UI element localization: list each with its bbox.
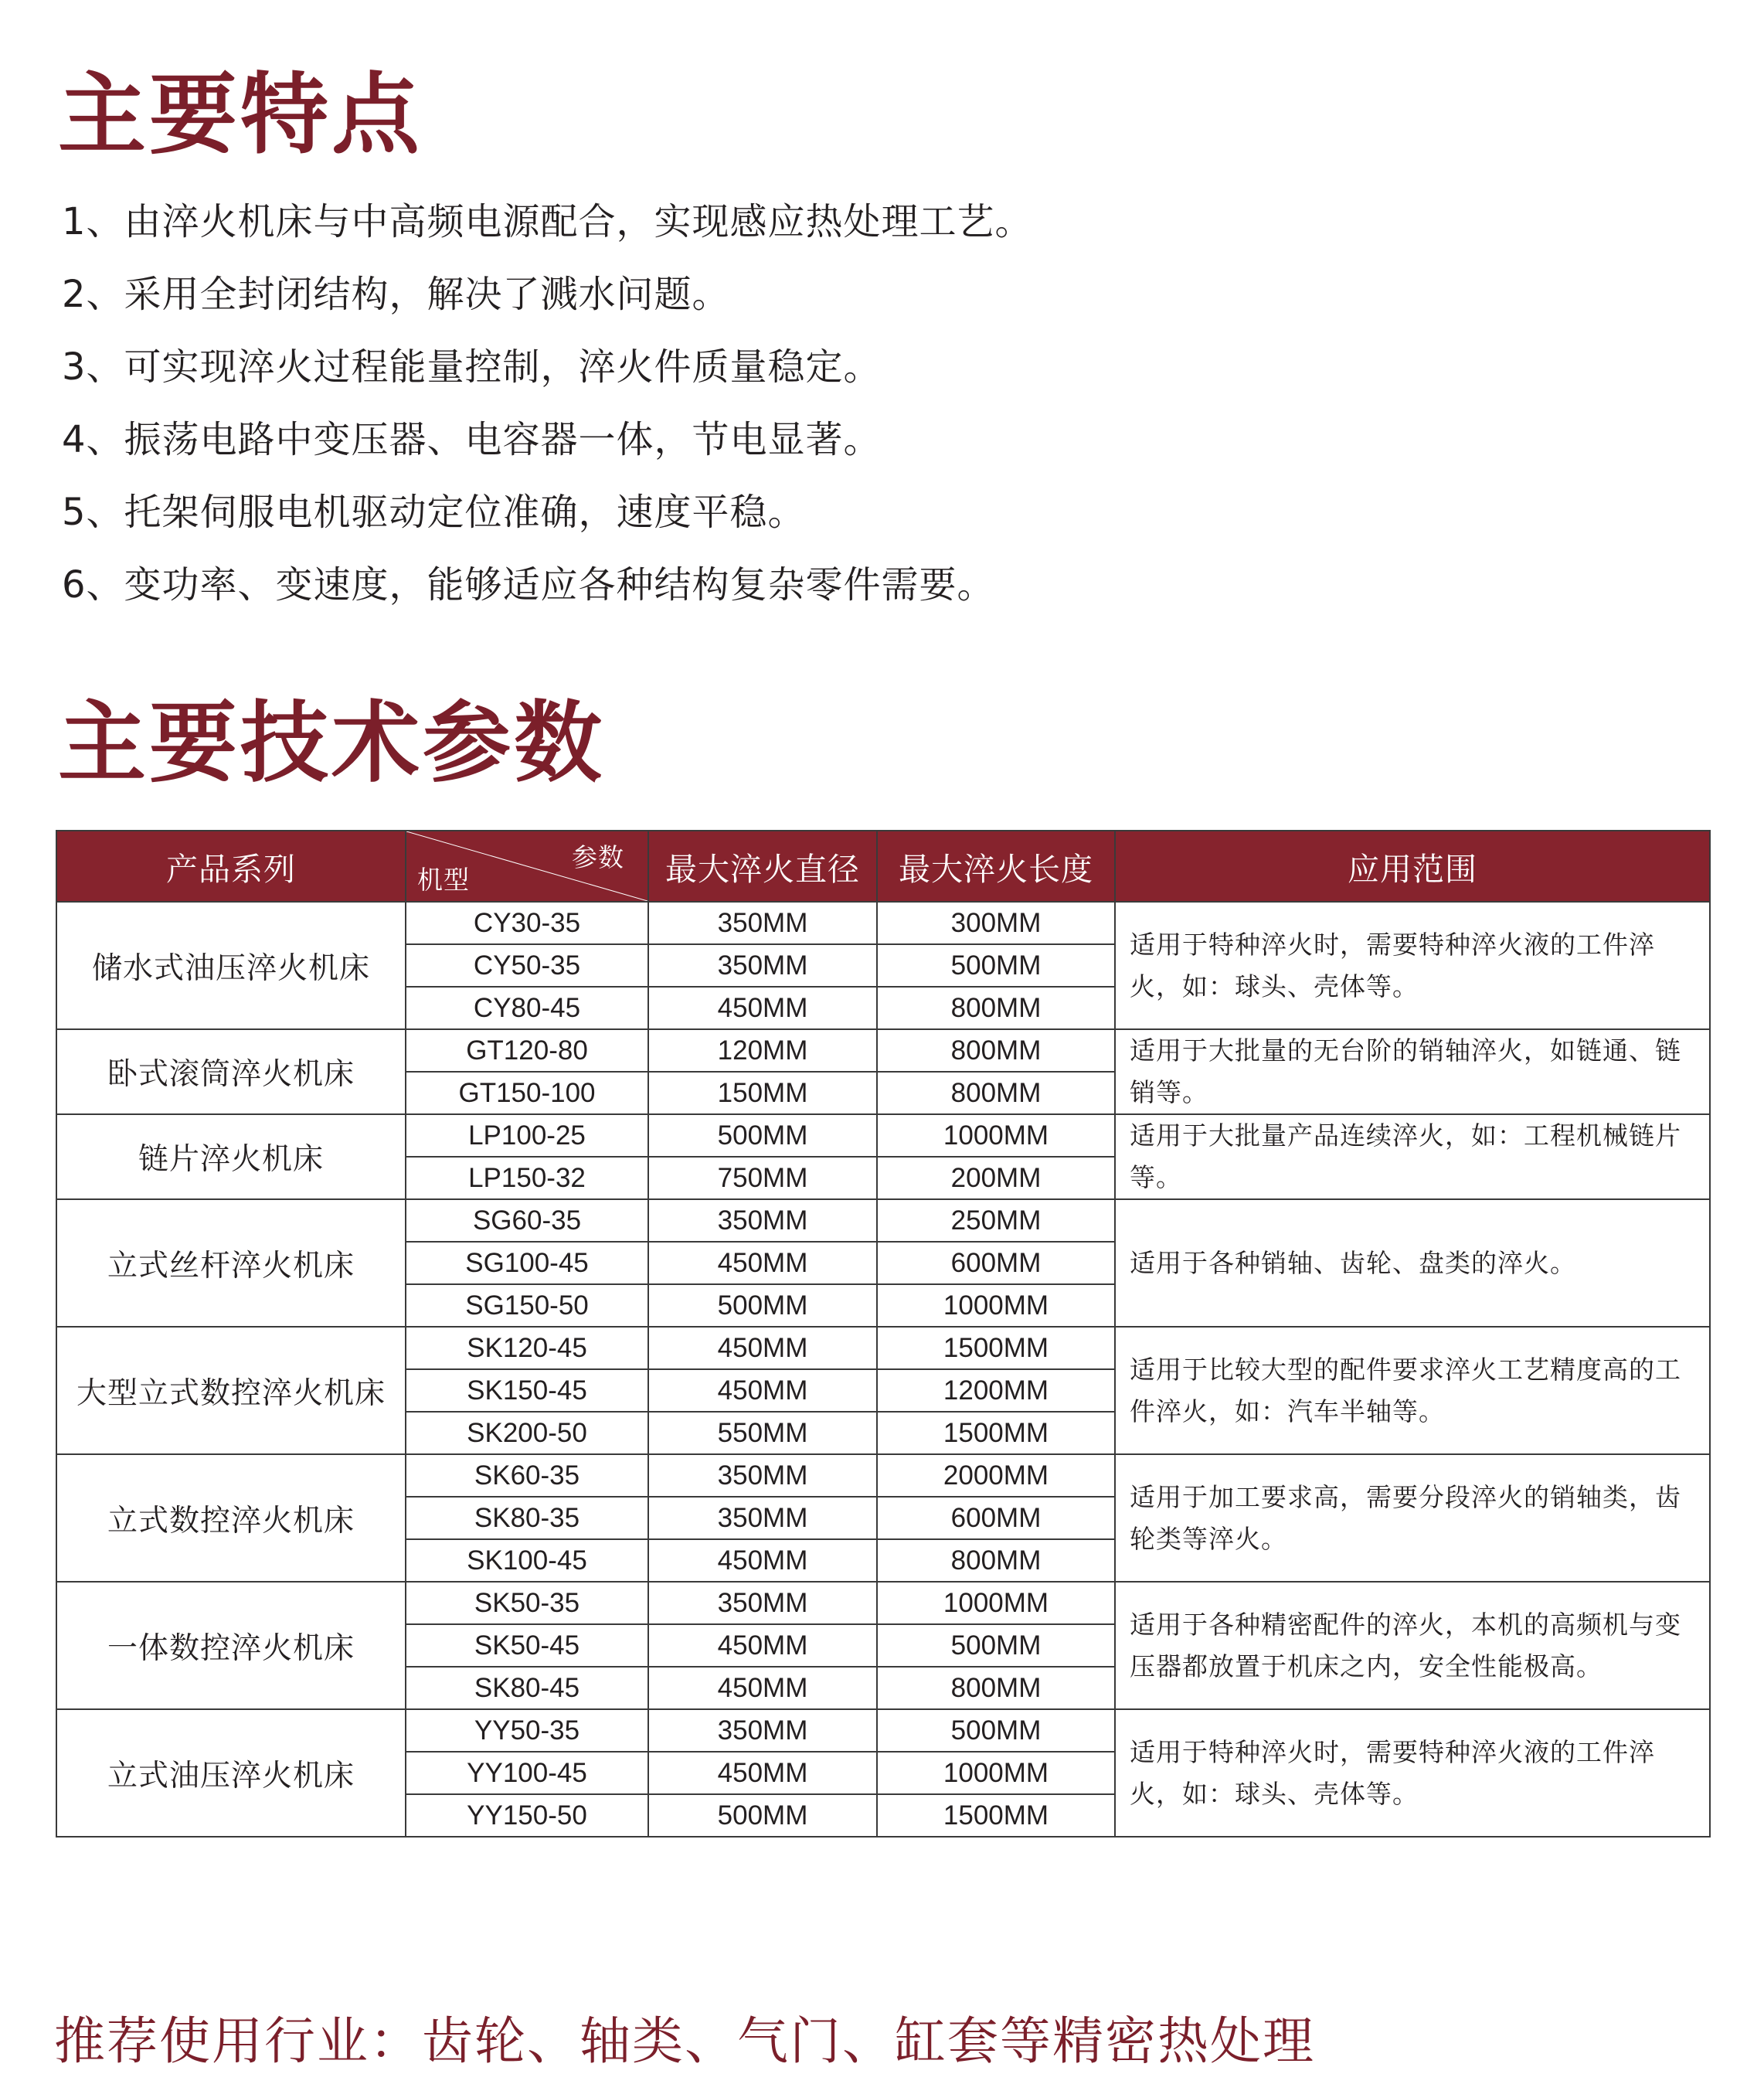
model-cell: SK100-45 xyxy=(406,1539,648,1582)
spec-table-body xyxy=(56,902,1710,1837)
application-cell: 适用于各种精密配件的淬火，本机的高频机与变压器都放置于机床之内，安全性能极高。 xyxy=(1115,1582,1710,1709)
diameter-cell: 350MM xyxy=(648,1497,877,1539)
features-title: 主要特点 xyxy=(58,63,423,166)
features-list xyxy=(62,185,1033,621)
table-row xyxy=(56,1114,1710,1157)
header-model: 机型 xyxy=(417,865,470,895)
spec-table xyxy=(56,830,1711,1838)
diameter-cell: 350MM xyxy=(648,1454,877,1497)
model-cell: SG60-35 xyxy=(406,1199,648,1242)
series-cell: 储水式油压淬火机床 xyxy=(56,902,406,1029)
header-model-param xyxy=(406,831,648,902)
length-cell: 1000MM xyxy=(877,1582,1115,1624)
model-cell: CY50-35 xyxy=(406,944,648,987)
length-cell: 250MM xyxy=(877,1199,1115,1242)
diameter-cell: 450MM xyxy=(648,987,877,1029)
length-cell: 600MM xyxy=(877,1242,1115,1284)
model-cell: SK80-45 xyxy=(406,1667,648,1709)
length-cell: 300MM xyxy=(877,902,1115,944)
feature-item: 6、变功率、变速度，能够适应各种结构复杂零件需要。 xyxy=(62,563,995,607)
model-cell: SK200-50 xyxy=(406,1412,648,1454)
diameter-cell: 450MM xyxy=(648,1369,877,1412)
specs-title: 主要技术参数 xyxy=(58,692,606,794)
diameter-cell: 450MM xyxy=(648,1539,877,1582)
length-cell: 800MM xyxy=(877,1029,1115,1072)
application-cell: 适用于大批量产品连续淬火，如：工程机械链片等。 xyxy=(1115,1114,1710,1199)
series-cell: 一体数控淬火机床 xyxy=(56,1582,406,1709)
feature-item: 3、可实现淬火过程能量控制，淬火件质量稳定。 xyxy=(62,345,882,389)
header-series: 产品系列 xyxy=(56,831,406,902)
model-cell: SK150-45 xyxy=(406,1369,648,1412)
length-cell: 1000MM xyxy=(877,1284,1115,1327)
model-cell: SG100-45 xyxy=(406,1242,648,1284)
header-param: 参数 xyxy=(572,842,624,872)
model-cell: SK50-45 xyxy=(406,1624,648,1667)
model-cell: GT150-100 xyxy=(406,1072,648,1114)
diameter-cell: 450MM xyxy=(648,1667,877,1709)
diameter-cell: 750MM xyxy=(648,1157,877,1199)
diameter-cell: 450MM xyxy=(648,1327,877,1369)
table-row xyxy=(56,1454,1710,1497)
series-cell: 立式丝杆淬火机床 xyxy=(56,1199,406,1327)
diameter-cell: 350MM xyxy=(648,1199,877,1242)
model-cell: CY30-35 xyxy=(406,902,648,944)
header-diameter: 最大淬火直径 xyxy=(648,831,877,902)
length-cell: 800MM xyxy=(877,1667,1115,1709)
diameter-cell: 500MM xyxy=(648,1114,877,1157)
diameter-cell: 150MM xyxy=(648,1072,877,1114)
length-cell: 2000MM xyxy=(877,1454,1115,1497)
feature-item: 4、振荡电路中变压器、电容器一体，节电显著。 xyxy=(62,418,882,461)
length-cell: 1000MM xyxy=(877,1752,1115,1794)
model-cell: GT120-80 xyxy=(406,1029,648,1072)
length-cell: 1500MM xyxy=(877,1412,1115,1454)
model-cell: SG150-50 xyxy=(406,1284,648,1327)
length-cell: 1500MM xyxy=(877,1327,1115,1369)
table-row xyxy=(56,1582,1710,1624)
header-length: 最大淬火长度 xyxy=(877,831,1115,902)
table-row xyxy=(56,1199,1710,1242)
diameter-cell: 500MM xyxy=(648,1284,877,1327)
feature-item: 1、由淬火机床与中高频电源配合，实现感应热处理工艺。 xyxy=(62,200,1033,243)
application-cell: 适用于特种淬火时，需要特种淬火液的工件淬火，如：球头、壳体等。 xyxy=(1115,1709,1710,1837)
series-cell: 立式油压淬火机床 xyxy=(56,1709,406,1837)
recommended-industries: 推荐使用行业：齿轮、轴类、气门、缸套等精密热处理 xyxy=(54,2011,1315,2071)
series-cell: 链片淬火机床 xyxy=(56,1114,406,1199)
series-cell: 卧式滚筒淬火机床 xyxy=(56,1029,406,1114)
spec-header-row xyxy=(56,831,1710,902)
series-cell: 立式数控淬火机床 xyxy=(56,1454,406,1582)
diameter-cell: 350MM xyxy=(648,944,877,987)
application-cell: 适用于特种淬火时，需要特种淬火液的工件淬火，如：球头、壳体等。 xyxy=(1115,902,1710,1029)
length-cell: 800MM xyxy=(877,1539,1115,1582)
diameter-cell: 350MM xyxy=(648,1709,877,1752)
model-cell: SK80-35 xyxy=(406,1497,648,1539)
length-cell: 1500MM xyxy=(877,1794,1115,1837)
length-cell: 500MM xyxy=(877,1709,1115,1752)
length-cell: 800MM xyxy=(877,987,1115,1029)
application-cell: 适用于各种销轴、齿轮、盘类的淬火。 xyxy=(1115,1199,1710,1327)
model-cell: SK50-35 xyxy=(406,1582,648,1624)
table-row xyxy=(56,1029,1710,1072)
model-cell: SK120-45 xyxy=(406,1327,648,1369)
model-cell: LP100-25 xyxy=(406,1114,648,1157)
model-cell: YY50-35 xyxy=(406,1709,648,1752)
feature-item: 5、托架伺服电机驱动定位准确，速度平稳。 xyxy=(62,491,806,534)
feature-item: 2、采用全封闭结构，解决了溅水问题。 xyxy=(62,273,730,316)
table-row xyxy=(56,1709,1710,1752)
header-application: 应用范围 xyxy=(1115,831,1710,902)
application-cell: 适用于大批量的无台阶的销轴淬火，如链通、链销等。 xyxy=(1115,1029,1710,1114)
length-cell: 600MM xyxy=(877,1497,1115,1539)
diameter-cell: 350MM xyxy=(648,1582,877,1624)
model-cell: LP150-32 xyxy=(406,1157,648,1199)
table-row xyxy=(56,902,1710,944)
diameter-cell: 450MM xyxy=(648,1242,877,1284)
model-cell: YY100-45 xyxy=(406,1752,648,1794)
model-cell: YY150-50 xyxy=(406,1794,648,1837)
length-cell: 1000MM xyxy=(877,1114,1115,1157)
diameter-cell: 450MM xyxy=(648,1624,877,1667)
series-cell: 大型立式数控淬火机床 xyxy=(56,1327,406,1454)
length-cell: 500MM xyxy=(877,944,1115,987)
length-cell: 500MM xyxy=(877,1624,1115,1667)
application-cell: 适用于比较大型的配件要求淬火工艺精度高的工件淬火，如：汽车半轴等。 xyxy=(1115,1327,1710,1454)
length-cell: 200MM xyxy=(877,1157,1115,1199)
model-cell: SK60-35 xyxy=(406,1454,648,1497)
diameter-cell: 120MM xyxy=(648,1029,877,1072)
length-cell: 1200MM xyxy=(877,1369,1115,1412)
length-cell: 800MM xyxy=(877,1072,1115,1114)
diameter-cell: 550MM xyxy=(648,1412,877,1454)
diameter-cell: 350MM xyxy=(648,902,877,944)
application-cell: 适用于加工要求高，需要分段淬火的销轴类，齿轮类等淬火。 xyxy=(1115,1454,1710,1582)
diameter-cell: 450MM xyxy=(648,1752,877,1794)
model-cell: CY80-45 xyxy=(406,987,648,1029)
table-row xyxy=(56,1327,1710,1369)
diameter-cell: 500MM xyxy=(648,1794,877,1837)
